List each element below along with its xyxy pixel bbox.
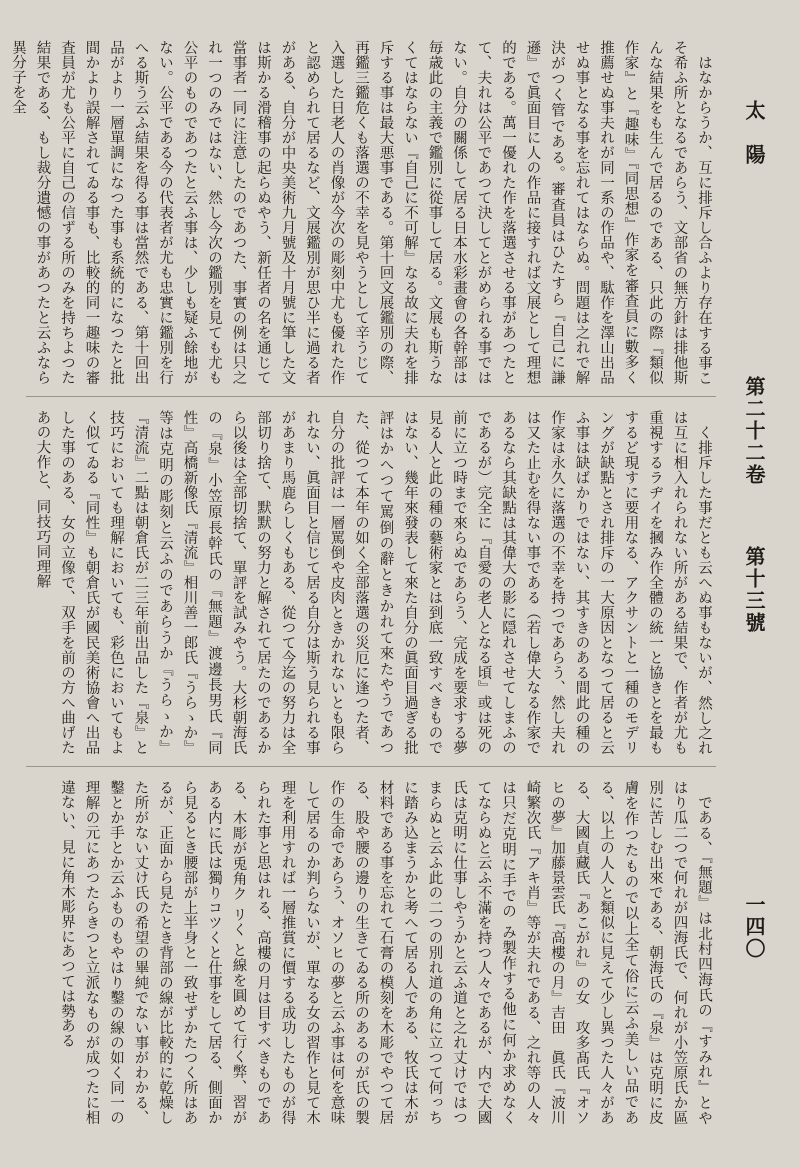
issue-number: 第十三號 bbox=[742, 546, 766, 634]
page-number: 一四〇 bbox=[742, 894, 766, 960]
body-paragraph: く排斥した事だとも云へぬ事もないが、然し之れは互に相入れられない所がある結果で、作者が尤も重視するラヂイを摑み作全體の統一と協きとを最もするど現すに要用なる、アクサントと一種のモデリングが缺點とされ排斥の一大原因となつて居ると云ふ事は缺ばかりではない、其すきのある間此の種の作家は永久に落選の不幸を持つであらう、然し夫れは又た止むを得ない事である（若し偉大なる作家であるなら其缺點は其偉大の影に隠れさせてしまふのであるが）完全に『自愛の老人となる頃』或は死の前に立つ時まで來らぬであらう、完成を要求する夢見る人と此の種の藝術家とは到底一致すべきものではない、幾年來發表して來た自分の眞面目過ぎる批評はかへつて罵倒の辭ときかれて來たやうであつた、從つて本年の如く全部落選の災厄に逢つた者、自分の批評は一層罵倒や皮肉ときかれないとも限られない、眞面目と信じて居る自分は斯う見られる事があまり馬鹿らしくもある、從つて今迄の努力は全部切り捨て、默默の努力と解されて居たのであるから以後は全部切捨て、單評を試みやう。大杉朝海氏の『泉』小笠原長幹氏の『無題』渡邊長男氏『同性』高橋新像氏『清流』相川善一郎氏『うらゝか』等は克明の彫刻と云ふのであらうか『うらゝか』『清流』二點は朝倉氏が二三年前出品した『泉』と技巧においても理解においても、彩色においてもよく似てゐる『同性』も朝倉氏が國民美術協會へ出品した事のある、女の立像で、双手を前の方へ曲げたあの大作と、同技巧同理解 bbox=[34, 410, 712, 755]
running-head bbox=[726, 40, 782, 1127]
tier-divider bbox=[26, 766, 716, 767]
text-tier-middle bbox=[26, 410, 716, 755]
volume-number: 第二十二卷 bbox=[742, 376, 766, 486]
text-tier-bottom bbox=[26, 780, 716, 1125]
text-tier-top bbox=[10, 40, 716, 385]
body-paragraph: である、『無題』は北村四海氏の『すみれ』とやはり瓜二つで何れが四海氏で、何れが小笠原氏か區別に苦しむ出來である、朝海氏の『泉』は克明に皮膚を作つたもので以上全て俗に云ふ美しい品である、以上の人人と類似に見えて少し異つた人々がある、大國貞藏氏『あこがれ』の女 攻多髙氏『オソヒの夢』加藤景雲氏『高樓の月』吉田 眞氏『波川崎繁次氏『アキ肖』等が夫れである、之れ等の人々は只だ克明に手での み製作する他に何か求めなくてならぬと云ふ不滿を持つ人々であるが、内で大國氏は克明に仕事しやうかと云ふ道と之れ丈けではつまらぬと云ふ此の二つの別れ道の角に立つて何っちに踏み込まうかと考へて居る人である、牧氏は木が材料である事を忘れて石膏の模刻を木彫でやつて居る、股や腰の邊りの生きてゐる所のあるのが氏の製作の生命であらう、オソヒの夢と云ふ事は何を意味して居るのか判らないが、單なる女の習作と見て木理を利用すれば一層推賞に價する成功したものが得られた事と思はれる、高樓の月は目すべきものである、木彫が兎角ク リく と線を圓めて行く弊、習がある内に氏は獨りコツくと仕事をして居る、側面から見るとき腰部が上半身と一致せずかたつく所はあるが、正面から見たとき背部の線が比較的に乾燥した所がない丈け氏の希望の畢純でない事がわかる、鑿とか手とか云ふものもやはり鑿の線の如く同一の理解の元にあつたらきつと立派なものが成つたに相違ない、見に角木彫界にあつては勢ある bbox=[59, 780, 712, 1125]
body-paragraph: はなからうか、互に排斥し合ふより存在する事こそ希ふ所となるであらう、文部省の無方針は排他斯んな結果をも生んで居るのである、只此の際『類似作家』と『趣味』『同思想』作家を審査員に數多く推薦せぬ事夫れが同一系の作品や、駄作を澤山出品せぬ事となる事を忘れてはならぬ。問題は之れで解決がつく管である。審査員はひたすら『自己に謙遜』で眞面目に人の作品に接すれば文展として理想的である。萬一優れた作を落選させる事があつたとて、夫れは公平であつて決してとがめられる事ではない。自分の關係して居る日本水彩畫會の各幹部は毎歳此の主義で鑑別に從事して居る。文展も斯うなくてはならない『自己に不可解』なる故に夫れを排斥する事は最大悪事である。第十回文展鑑別の際、再鑑三鑑危くも落選の不幸を見やうとして辛うじて入選した日老人の肖像が今次の彫刻中尤も優れた作と認められて居るなど、文展鑑別が思ひ半に過る者がある、自分が中央美術九月號及十月號に筆した文は斯かる滑稽事の起らぬやう、新任者の名を通じて當事者一同に注意したのであつた、事實の例は只之れ一つのみではない、然し今次の鑑別を見ても尤も公平のものであつたと云ふ事は、少しも疑ふ餘地がない。公平である今の代表者が尤も忠實に鑑別を行へる斯う云ふ結果を得る事は當然である、第十回出品がより一層單調になつた事も系統的になつたと批間かより誤解されてゐる事も、比較的同一趣味の審査員が尤も公平に自己の信ずる所のみを持ちよつた結果である、もし裁分遺憾の事があつたと云ふなら異分子を全 bbox=[10, 40, 712, 385]
tier-divider bbox=[26, 396, 716, 397]
magazine-title: 太 陽 bbox=[742, 100, 766, 166]
